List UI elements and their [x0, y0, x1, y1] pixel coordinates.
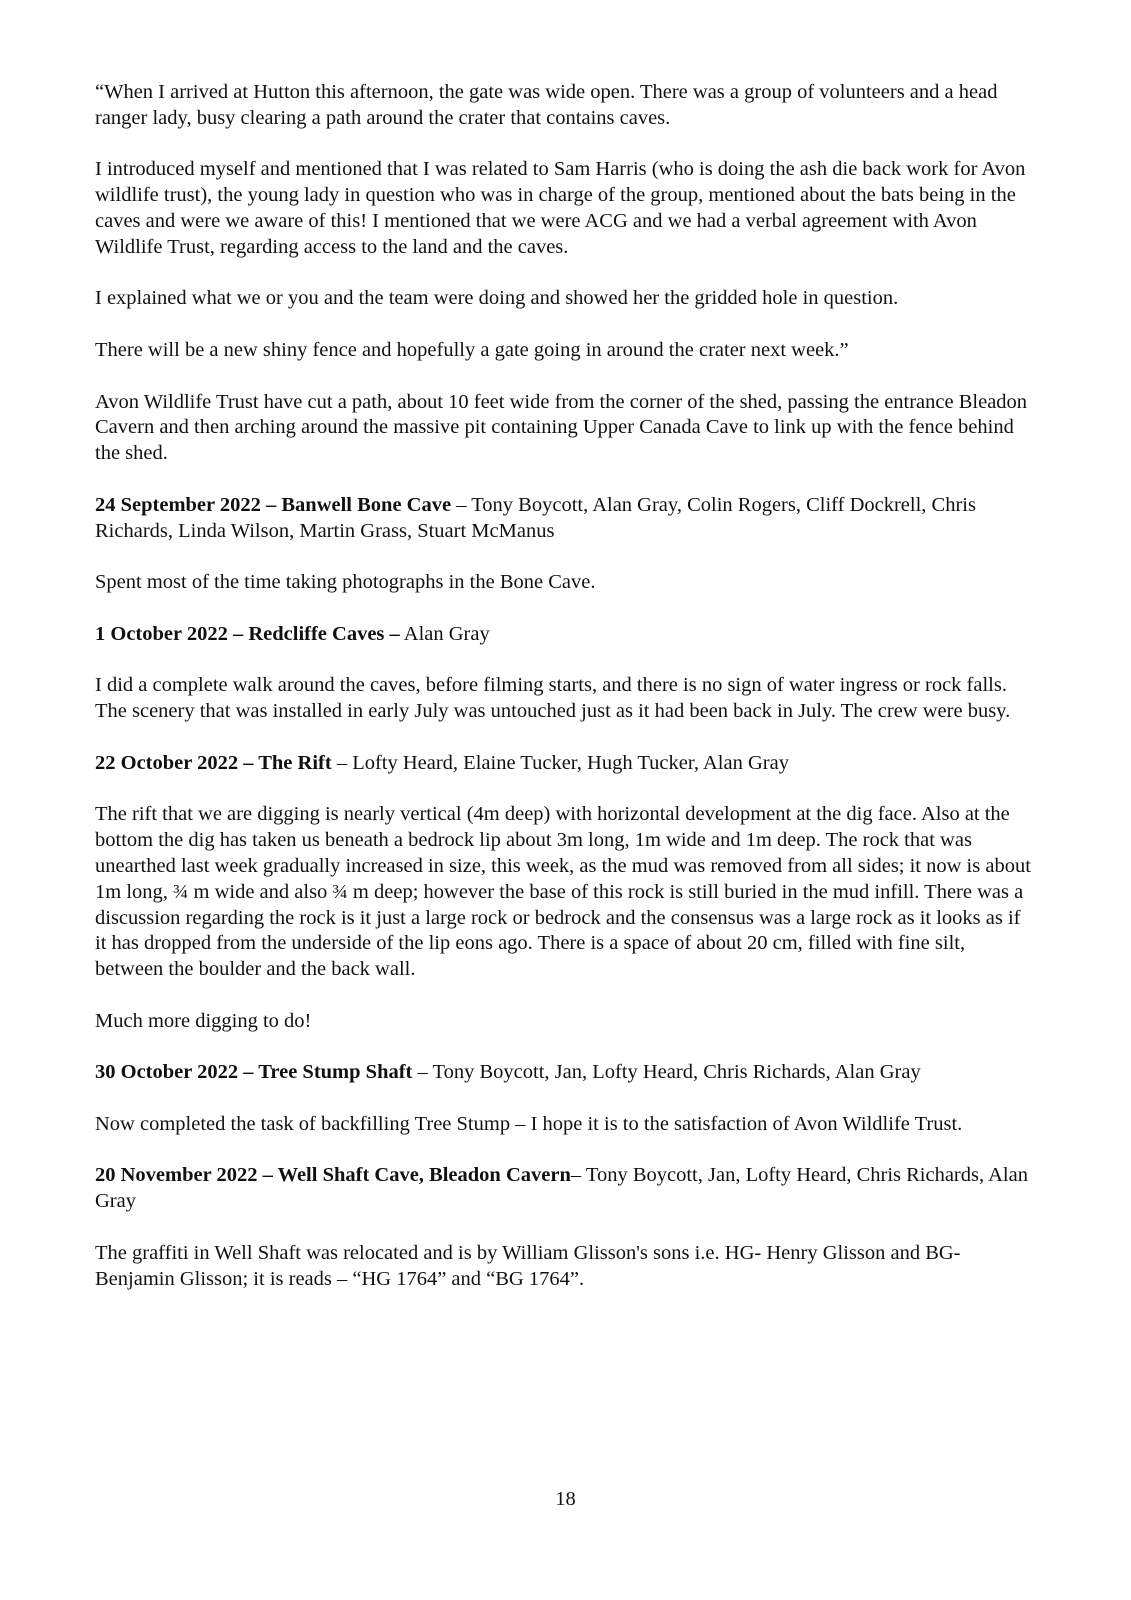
entry-people: – Tony Boycott, Alan Gray, Colin Rogers, Cliff Dockrell, Chris Richards, Linda Wilson, Martin Grass, Stuart McManus [95, 493, 976, 542]
entry-title: 20 November 2022 – Well Shaft Cave, Bleadon Cavern [95, 1164, 571, 1187]
page-number: 18 [555, 1488, 576, 1510]
entry-body: Now completed the task of backfilling Tree Stump – I hope it is to the satisfaction of Avon Wildlife Trust. [95, 1112, 963, 1135]
quote-paragraph-2: I introduced myself and mentioned that I was related to Sam Harris (who is doing the ash die back work for Avon wildlife trust), the young lady in question who was in charge of the group, mentioned about the bats being in the caves and were we aware of this! I mentioned that we were ACG and we had a verbal agreement with Avon Wildlife Trust, regarding access to the land and the caves. [95, 158, 1026, 258]
quote-paragraph-4: There will be a new shiny fence and hopefully a gate going in around the crater next week.” [95, 338, 849, 361]
entry-body: Spent most of the time taking photographs in the Bone Cave. [95, 571, 596, 594]
quote-paragraph-1: “When I arrived at Hutton this afternoon, the gate was wide open. There was a group of volunteers and a head ranger lady, busy clearing a path around the crater that contains caves. [95, 81, 998, 129]
entry-body: The graffiti in Well Shaft was relocated and is by William Glisson's sons i.e. HG- Henry Glisson and BG- Benjamin Glisson; it is reads – “HG 1764” and “BG 1764”. [95, 1241, 961, 1290]
entry-body: I did a complete walk around the caves, before filming starts, and there is no sign of water ingress or rock falls. The scenery that was installed in early July was untouched just as it had been back in July. The crew were busy. [95, 674, 1011, 723]
entry-heading-the-rift [95, 751, 1035, 777]
entry-title: 24 September 2022 – Banwell Bone Cave [95, 493, 452, 516]
entry-heading-banwell-bone-cave [95, 493, 1035, 545]
entry-body: The rift that we are digging is nearly vertical (4m deep) with horizontal development at the dig face. Also at the bottom the dig has taken us beneath a bedrock lip about 3m long, 1m wide and 1m deep. The rock that was unearthed last week gradually increased in size, this week, as the mud was removed from all sides; it now is about 1m long, ¾ m wide and also ¾ m deep; however the base of this rock is still buried in the mud infill. There was a discussion regarding the rock is it just a large rock or bedrock and the consensus was a large rock as it looks as if it has dropped from the underside of the lip eons ago. There is a space of about 20 cm, filled with fine silt, between the boulder and the back wall. [95, 803, 1031, 981]
quote-paragraph-3: I explained what we or you and the team were doing and showed her the gridded hole in question. [95, 287, 899, 310]
entry-heading-tree-stump-shaft [95, 1060, 1035, 1086]
entry-title: 22 October 2022 – The Rift [95, 751, 332, 774]
entry-heading-well-shaft-cave [95, 1163, 1035, 1215]
entry-title: 30 October 2022 – Tree Stump Shaft [95, 1061, 413, 1084]
entry-people: Alan Gray [399, 622, 490, 645]
entry-title: 1 October 2022 – Redcliffe Caves – [95, 622, 400, 645]
entry-heading-redcliffe-caves [95, 622, 1035, 648]
entry-people: – Lofty Heard, Elaine Tucker, Hugh Tucker, Alan Gray [331, 751, 789, 774]
document-page [95, 80, 1035, 1318]
entry-people: – Tony Boycott, Jan, Lofty Heard, Chris Richards, Alan Gray [95, 1164, 1028, 1213]
entry-people: – Tony Boycott, Jan, Lofty Heard, Chris Richards, Alan Gray [412, 1061, 921, 1084]
entry-body: Much more digging to do! [95, 1009, 312, 1032]
path-note-paragraph: Avon Wildlife Trust have cut a path, about 10 feet wide from the corner of the shed, passing the entrance Bleadon Cavern and then arching around the massive pit containing Upper Canada Cave to link up with the fence behind the shed. [95, 390, 1028, 465]
